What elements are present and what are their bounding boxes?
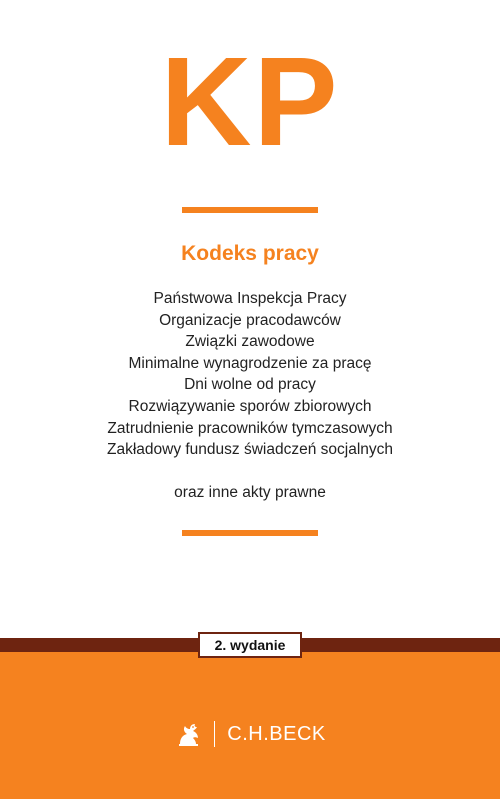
contents-item: Związki zawodowe <box>185 333 315 351</box>
publisher-mark <box>0 716 500 752</box>
contents-item: Państwowa Inspekcja Pracy <box>153 290 347 307</box>
contents-item: Organizacje pracodawców <box>159 311 341 329</box>
bottom-divider <box>182 530 318 536</box>
cover-title: KP <box>160 31 340 172</box>
title-divider <box>182 207 318 213</box>
cover-subtitle: Kodeks pracy <box>181 242 319 265</box>
publisher-divider <box>214 721 215 747</box>
contents-item: Rozwiązywanie sporów zbiorowych <box>128 397 372 415</box>
edition-badge: 2. wydanie <box>198 632 302 658</box>
contents-list <box>0 288 500 461</box>
contents-item: Dni wolne od pracy <box>184 376 316 394</box>
contents-item: Minimalne wynagrodzenie za pracę <box>128 354 372 372</box>
publisher-name: C.H.BECK <box>227 723 326 745</box>
extra-note: oraz inne akty prawne <box>174 484 326 501</box>
contents-item: Zakładowy fundusz świadczeń socjalnych <box>106 441 394 459</box>
griffin-logo-icon <box>174 719 204 749</box>
contents-item: Zatrudnienie pracowników tymczasowych <box>107 419 393 437</box>
